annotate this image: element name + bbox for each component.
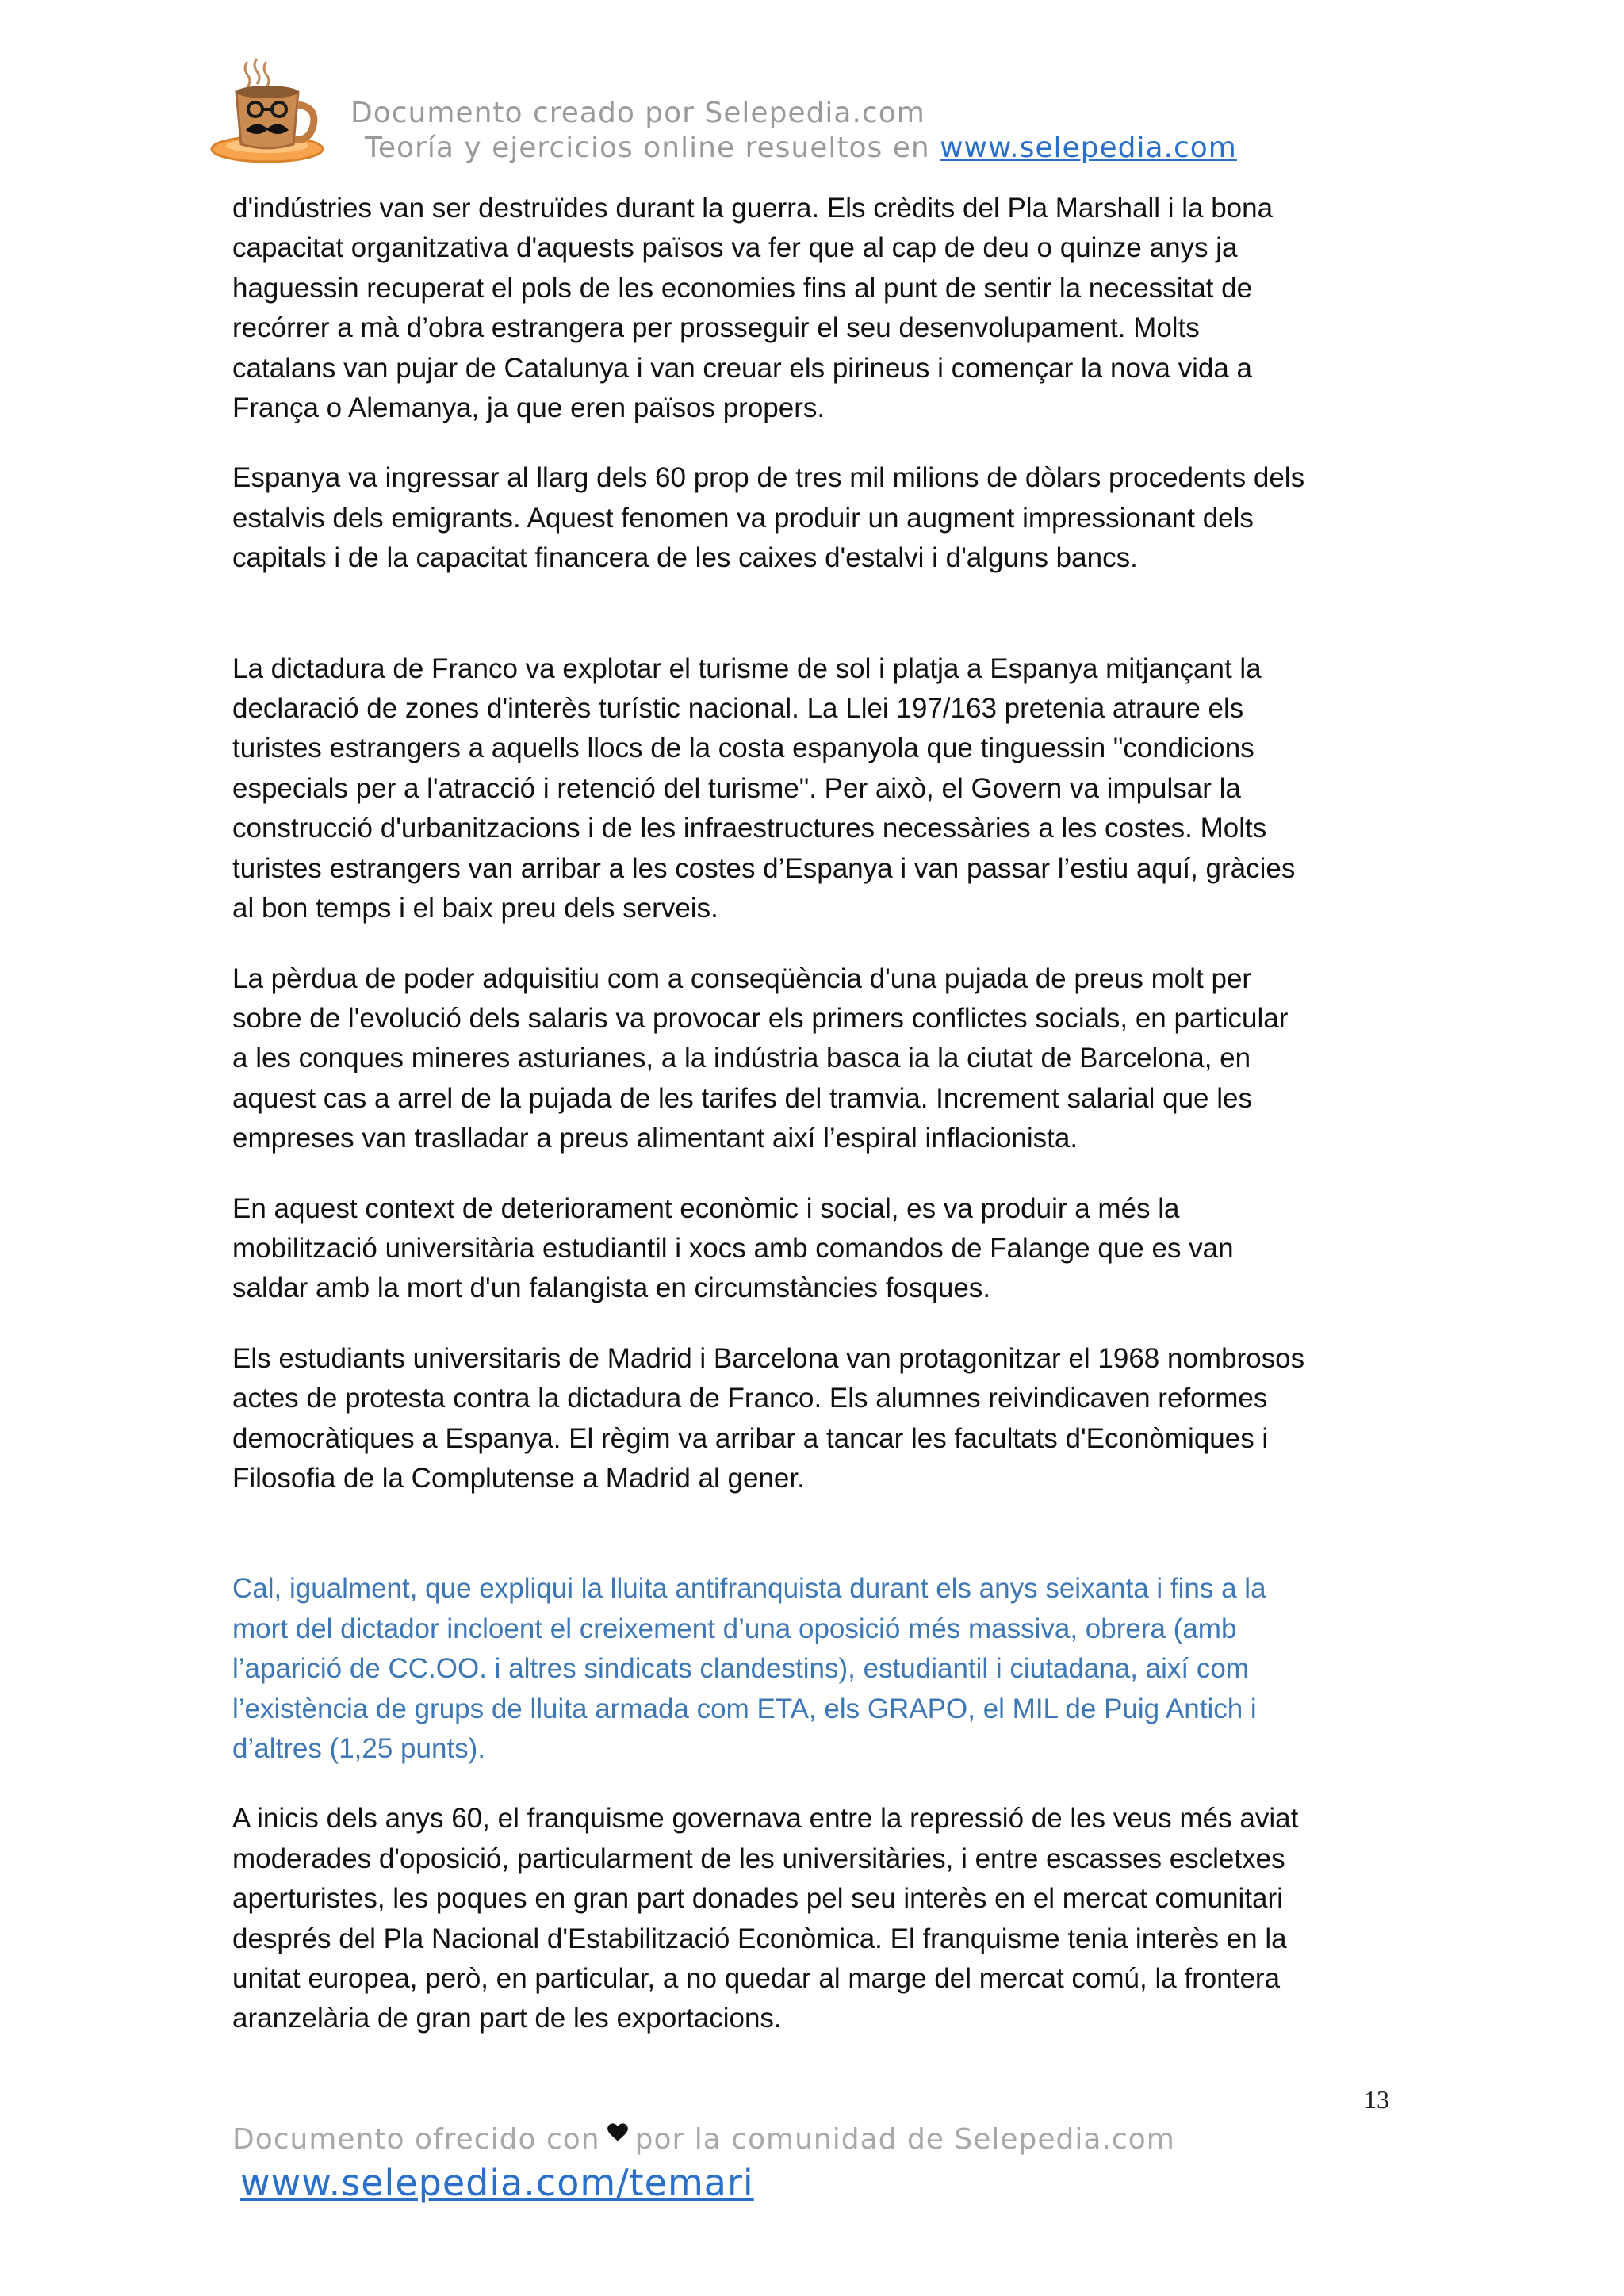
- footer-credit-suffix: por la comunidad de Selepedia.com: [634, 2123, 1175, 2156]
- paragraph-4: [232, 959, 1398, 1159]
- paragraph-1: [232, 189, 1398, 428]
- text-line: La dictadura de Franco va explotar el turisme de sol i platja a Espanya mitjançant la: [232, 652, 1262, 684]
- text-line: construcció d'urbanitzacions i de les infraestructures necessàries a les costes. Molts: [232, 813, 1267, 844]
- paragraph-5: [232, 1189, 1398, 1309]
- text-line: haguessin recuperat el pols de les economies fins al punt de sentir la necessitat de: [232, 272, 1253, 304]
- text-line: capitals i de la capacitat financera de les caixes d'estalvi i d'alguns bancs.: [232, 542, 1138, 574]
- text-line: mort del dictador incloent el creixement d’una oposició més massiva, obrera (amb: [232, 1613, 1237, 1644]
- text-line: mobilització universitària estudiantil i xocs amb comandos de Falange que es van: [232, 1232, 1234, 1264]
- heart-icon: [607, 2122, 629, 2144]
- text-line: aranzelària de gran part de les exportacions.: [232, 2003, 782, 2034]
- text-line: empreses van traslladar a preus alimentant així l’espiral inflacionista.: [232, 1123, 1078, 1154]
- header-title: Documento creado por Selepedia.com: [350, 97, 925, 129]
- page-header: [208, 55, 1397, 174]
- paragraph-2: [232, 458, 1398, 578]
- text-line: l’aparició de CC.OO. i altres sindicats clandestins), estudiantil i ciutadana, així com: [232, 1653, 1249, 1685]
- header-subtitle-text: Teoría y ejercicios online resueltos en: [365, 132, 940, 164]
- header-subtitle: [365, 132, 1237, 164]
- text-line: d’altres (1,25 punts).: [232, 1733, 486, 1764]
- text-line: estalvis dels emigrants. Aquest fenomen va produir un augment impressionant dels: [232, 502, 1254, 534]
- coffee-cup-mustache-logo: [208, 55, 327, 166]
- text-line: recórrer a mà d’obra estrangera per prosseguir el seu desenvolupament. Molts: [232, 312, 1200, 344]
- text-line: aquest cas a arrel de la pujada de les tarifes del tramvia. Increment salarial que les: [232, 1082, 1252, 1114]
- text-line: al bon temps i el baix preu dels serveis.: [232, 893, 718, 924]
- text-line: La pèrdua de poder adquisitiu com a conseqüència d'una pujada de preus molt per: [232, 962, 1252, 994]
- text-line: saldar amb la mort d'un falangista en circumstàncies fosques.: [232, 1272, 991, 1304]
- text-line: En aquest context de deteriorament econòmic i social, es va produir a més la: [232, 1192, 1180, 1224]
- text-line: catalans van pujar de Catalunya i van creuar els pirineus i començar la nova vida a: [232, 352, 1252, 384]
- paragraph-6: [232, 1339, 1398, 1499]
- text-line: democràtiques a Espanya. El règim va arribar a tancar les facultats d'Econòmiques i: [232, 1422, 1269, 1454]
- footer-credit-prefix: Documento ofrecido con: [232, 2123, 600, 2156]
- document-body: [232, 189, 1398, 2039]
- text-line: l’existència de grups de lluita armada com ETA, els GRAPO, el MIL de Puig Antich i: [232, 1693, 1257, 1724]
- text-line: aperturistes, les poques en gran part donades pel seu interès en el mercat comunitari: [232, 1883, 1283, 1915]
- text-line: A inicis dels anys 60, el franquisme governava entre la repressió de les veus més aviat: [232, 1803, 1299, 1835]
- text-line: Cal, igualment, que expliqui la lluita antifranquista durant els anys seixanta i fins a la: [232, 1573, 1266, 1605]
- paragraph-8: [232, 1799, 1398, 2038]
- text-line: Els estudiants universitaris de Madrid i Barcelona van protagonitzar el 1968 nombrosos: [232, 1342, 1305, 1374]
- text-line: actes de protesta contra la dictadura de Franco. Els alumnes reivindicaven reformes: [232, 1383, 1268, 1414]
- text-line: declaració de zones d'interès turístic nacional. La Llei 197/163 pretenia atraure els: [232, 693, 1244, 725]
- text-line: d'indústries van ser destruïdes durant la guerra. Els crèdits del Pla Marshall i la bona: [232, 193, 1274, 224]
- text-line: a les conques mineres asturianes, a la indústria basca ia la ciutat de Barcelona, en: [232, 1043, 1251, 1074]
- text-line: Filosofia de la Complutense a Madrid al gener.: [232, 1462, 805, 1494]
- text-line: França o Alemanya, ja que eren països propers.: [232, 392, 825, 424]
- text-line: turistes estrangers van arribar a les costes d’Espanya i van passar l’estiu aquí, gràcies: [232, 852, 1296, 884]
- paragraph-3: [232, 649, 1398, 929]
- footer-credit: [232, 2122, 1175, 2156]
- text-line: unitat europea, però, en particular, a no quedar al marge del mercat comú, la frontera: [232, 1963, 1281, 1995]
- text-line: especials per a l'atracció i retenció del turisme". Per això, el Govern va impulsar la: [232, 772, 1241, 804]
- text-line: després del Pla Nacional d'Estabilització Econòmica. El franquisme tenia interès en la: [232, 1923, 1287, 1954]
- header-link[interactable]: www.selepedia.com: [940, 132, 1237, 164]
- text-line: turistes estrangers a aquells llocs de la costa espanyola que tinguessin "condicions: [232, 733, 1254, 764]
- paragraph-7-instruction: [232, 1569, 1398, 1769]
- text-line: sobre de l'evolució dels salaris va provocar els primers conflictes socials, en particular: [232, 1002, 1289, 1034]
- text-line: capacitat organitzativa d'aquests països va fer que al cap de deu o quinze anys ja: [232, 232, 1238, 264]
- text-line: Espanya va ingressar al llarg dels 60 prop de tres mil milions de dòlars procedents dels: [232, 462, 1305, 494]
- page-number: 13: [1364, 2085, 1389, 2114]
- text-line: moderades d'oposició, particularment de les universitàries, i entre escasses escletxes: [232, 1843, 1285, 1874]
- footer-link[interactable]: www.selepedia.com/temari: [240, 2161, 754, 2204]
